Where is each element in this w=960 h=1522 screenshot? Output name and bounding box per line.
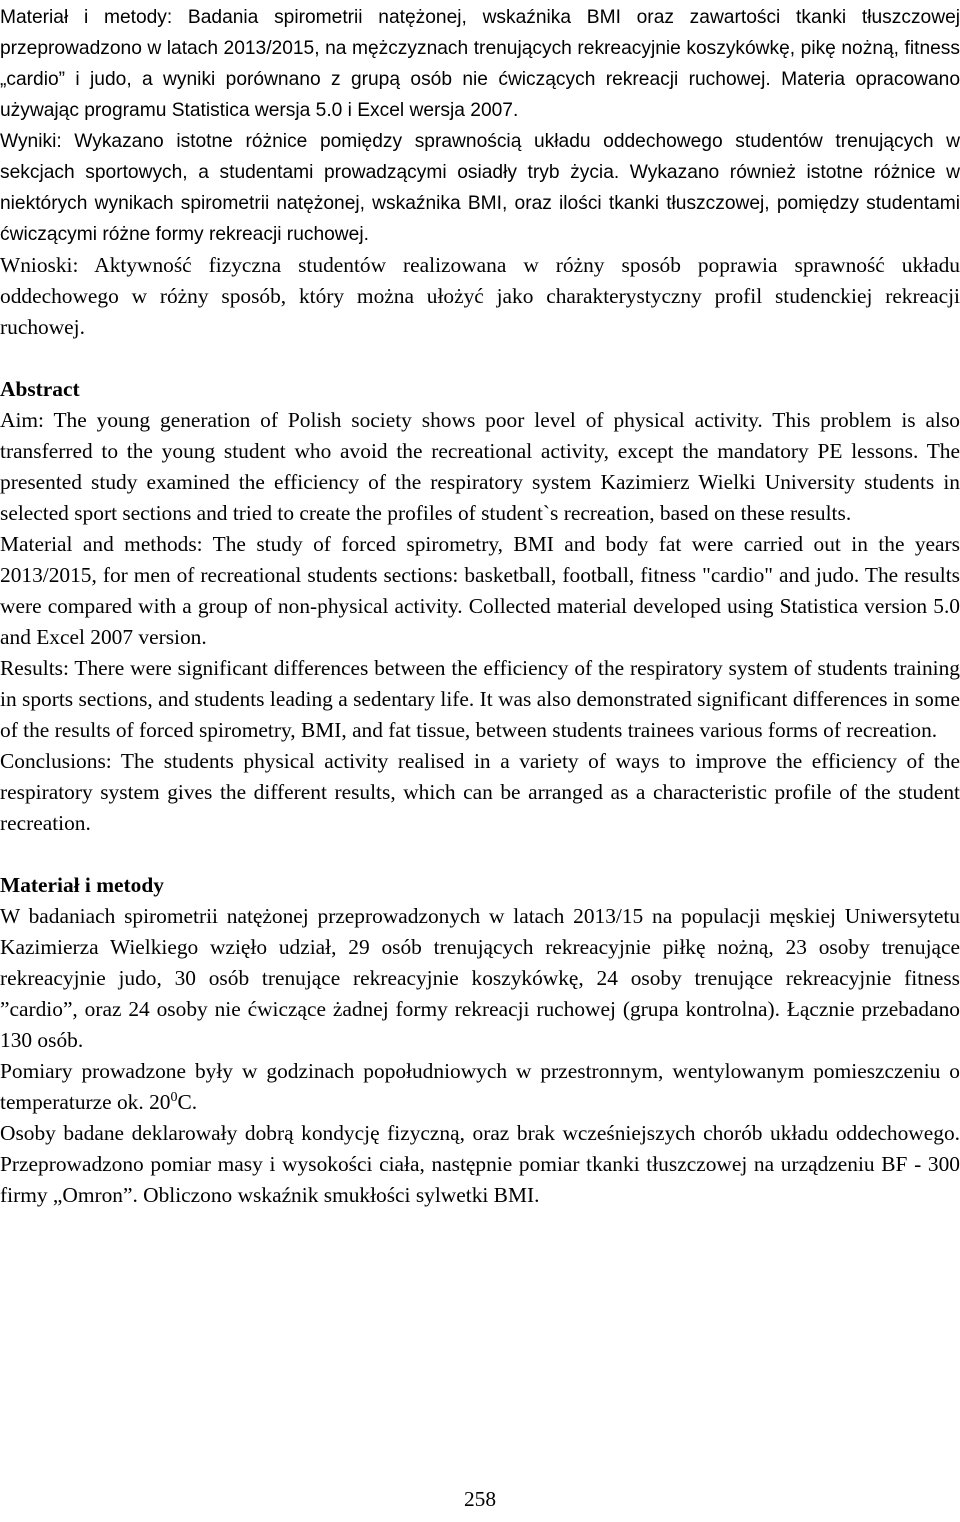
page-number: 258 <box>463 1487 497 1511</box>
abstract-aim-paragraph: Aim: The young generation of Polish society shows poor level of physical activity. This problem is also transferred to the young student who avoid the recreational activity, except the mandatory PE lessons. The presented study examined the efficiency of the respiratory system Kazimierz Wielki University students in selected sport sections and tried to create the profiles of student`s recreation, based on these results. <box>0 408 960 525</box>
abstract-results-paragraph: Results: There were significant differences between the efficiency of the respiratory system of students training in sports sections, and students leading a sedentary life. It was also demonstrated significant differences in some of the results of forced spirometry, BMI, and fat tissue, between students trainees various forms of recreation. <box>0 656 960 742</box>
conditions-unit: C. <box>177 1090 198 1114</box>
abstract-conclusions-paragraph: Conclusions: The students physical activity realised in a variety of ways to improve the efficiency of the respiratory system gives the different results, which can be arranged as a characteristic profile of the student recreation. <box>0 749 960 835</box>
summary-materials-paragraph: Materiał i metody: Badania spirometrii natężonej, wskaźnika BMI oraz zawartości tkanki tłuszczowej przeprowadzono w latach 2013/2015, na mężczyznach trenujących rekreacyjnie koszykówkę, pikę nożną, fitness „cardio” i judo, a wyniki porównano z grupą osób nie ćwiczących rekreacji ruchowej. Materia opracowano używając programu Statistica wersja 5.0 i Excel wersja 2007. <box>0 7 960 121</box>
methods-paragraph-conditions <box>0 1056 960 1118</box>
degree-superscript: 0 <box>170 1089 178 1105</box>
section-gap <box>0 839 960 870</box>
document-page <box>0 2 960 1211</box>
summary-conclusions-paragraph: Wnioski: Aktywność fizyczna studentów realizowana w różny sposób poprawia sprawność układu oddechowego w różny sposób, który można ułożyć jako charakterystyczny profil studenckiej rekreacji ruchowej. <box>0 253 960 339</box>
conditions-text: Pomiary prowadzone były w godzinach popołudniowych w przestronnym, wentylowanym pomieszczeniu o temperaturze ok. 20 <box>0 1059 960 1114</box>
abstract-methods-paragraph: Material and methods: The study of forced spirometry, BMI and body fat were carried out in the years 2013/2015, for men of recreational students sections: basketball, football, fitness "cardio" and judo. The results were compared with a group of non-physical activity. Collected material developed using Statistica version 5.0 and Excel 2007 version. <box>0 532 960 649</box>
methods-paragraph-participants: W badaniach spirometrii natężonej przeprowadzonych w latach 2013/15 na populacji męskiej Uniwersytetu Kazimierza Wielkiego wzięło udział, 29 osób trenujących rekreacyjnie piłkę nożną, 23 osoby trenujące rekreacyjnie judo, 30 osób trenujące rekreacyjnie koszykówkę, 24 osoby trenujące rekreacyjnie fitness ”cardio”, oraz 24 osoby nie ćwiczące żadnej formy rekreacji ruchowej (grupa kontrolna). Łącznie przebadano 130 osób. <box>0 904 960 1052</box>
methods-paragraph-measurements: Osoby badane deklarowały dobrą kondycję fizyczną, oraz brak wcześniejszych chorób układu oddechowego. Przeprowadzono pomiar masy i wysokości ciała, następnie pomiar tkanki tłuszczowej na urządzeniu BF - 300 firmy „Omron”. Obliczono wskaźnik smukłości sylwetki BMI. <box>0 1121 960 1207</box>
section-gap <box>0 343 960 374</box>
methods-heading: Materiał i metody <box>0 873 164 897</box>
summary-results-paragraph: Wyniki: Wykazano istotne różnice pomiędzy sprawnością układu oddechowego studentów trenujących w sekcjach sportowych, a studentami prowadzącymi osiadły tryb życia. Wykazano również istotne różnice w niektórych wynikach spirometrii natężonej, wskaźnika BMI, oraz ilości tkanki tłuszczowej, pomiędzy studentami ćwiczącymi różne formy rekreacji ruchowej. <box>0 131 960 245</box>
abstract-heading: Abstract <box>0 377 80 401</box>
